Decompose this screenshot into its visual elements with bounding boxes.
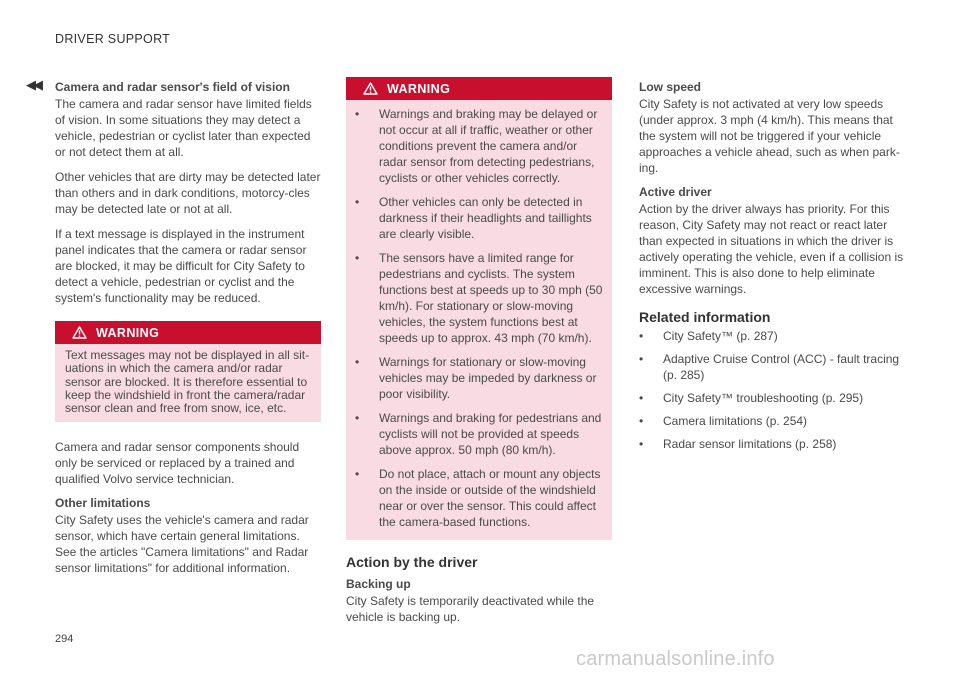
paragraph: Action by the driver always has priority. For this reason, City Safety may not react or react later than expected in situations in which the driver is actively operating the vehicle, even if a collision is imminent. This is also done to help eliminate excessive warnings. [639,202,904,296]
related-link[interactable]: • City Safety™ troubleshooting (p. 295) [639,390,907,406]
list-item: • The sensors have a limited range for pedestrians and cyclists. The system functions best at speeds up to 30 mph (50 km/h). For stationary or slow-moving vehicles, the system functions best at speeds up to approx. 43 mph (70 km/h). [355,250,604,346]
page-number: 294 [55,633,74,645]
heading-active-driver: Active driver [639,185,712,199]
paragraph: Camera and radar sensor components should only be serviced or replaced by a trained and qualified Volvo service technician. [55,440,300,487]
warning-title: WARNING [387,81,451,96]
warning-triangle-icon [72,326,87,339]
warning-header [55,321,321,344]
heading-field-of-vision: Camera and radar sensor's field of vision [55,80,290,94]
related-link[interactable]: • Adaptive Cruise Control (ACC) - fault tracing (p. 285) [639,351,907,383]
column-middle [346,77,612,634]
paragraph: The camera and radar sensor have limited fields of vision. In some situations they may detect a vehicle, pedestrian or cyclist later than expected or not detect them at all. [55,97,312,159]
paragraph: City Safety is temporarily deactivated while the vehicle is backing up. [346,594,595,624]
related-link[interactable]: • Radar sensor limitations (p. 258) [639,436,907,452]
paragraph: City Safety is not activated at very low speeds (under approx. 3 mph (4 km/h). This means that the system will not be triggered if your vehicle approaches a vehicle ahead, such as when park-ing. [639,97,900,175]
list-item: • Warnings and braking may be delayed or not occur at all if traffic, weather or other conditions prevent the camera and/or radar sensor from detecting pedestrians, cyclists or other vehicles correctly. [355,106,604,186]
paragraph: City Safety uses the vehicle's camera and radar sensor, which have certain general limitations. See the articles "Camera limitations" and Radar sensor limitations" for additional information. [55,513,309,576]
heading-related-information: Related information [639,309,771,325]
related-list [639,328,907,452]
warning-box [55,321,321,422]
warning-box [346,77,612,540]
list-item: • Warnings and braking for pedestrians and cyclists will not be provided at speeds above approx. 50 mph (80 km/h). [355,410,604,458]
heading-backing-up: Backing up [346,577,411,591]
back-arrows-icon[interactable]: ◀◀ [26,77,40,92]
list-item: • Warnings for stationary or slow-moving vehicles may be impeded by darkness or poor visibility. [355,354,604,402]
warning-triangle-icon [363,82,378,95]
list-item: • Other vehicles can only be detected in darkness if their headlights and taillights are clearly visible. [355,194,604,242]
warning-text: Text messages may not be displayed in all sit-uations in which the camera and/or radar sensor are blocked. It is therefore essential to keep the windshield in front the camera/radar sensor clean and free from snow, ice, etc. [65,348,310,416]
paragraph: Other vehicles that are dirty may be detected later than others and in dark conditions, motorcy-cles may be detected late or not at all. [55,170,321,216]
column-left [55,80,321,585]
watermark: carmanualsonline.info [576,648,775,670]
related-link[interactable]: • City Safety™ (p. 287) [639,328,907,344]
heading-other-limitations: Other limitations [55,496,151,511]
warning-title: WARNING [96,325,160,340]
warning-header [346,77,612,100]
column-right [639,80,907,459]
list-item: • Do not place, attach or mount any objects on the inside or outside of the windshield near or over the sensor. This could affect the camera-based functions. [355,466,604,530]
related-link[interactable]: • Camera limitations (p. 254) [639,413,907,429]
warning-list [346,100,612,540]
heading-low-speed: Low speed [639,80,702,94]
paragraph: If a text message is displayed in the instrument panel indicates that the camera or radar sensor are blocked, it may be difficult for City Safety to detect a vehicle, pedestrian or cyclist and the system's functionality may be reduced. [55,227,307,305]
heading-action-by-driver: Action by the driver [346,554,478,570]
section-title: DRIVER SUPPORT [55,32,171,46]
